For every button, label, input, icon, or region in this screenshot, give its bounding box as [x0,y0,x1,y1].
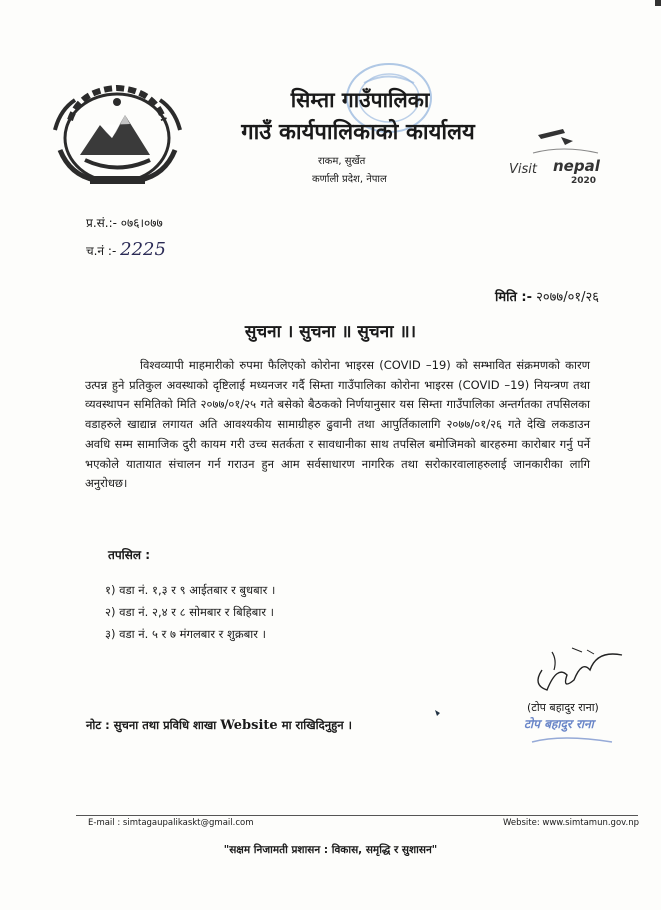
address-line-2: कर्णाली प्रदेश, नेपाल [312,174,387,185]
footer-email: E-mail : simtagaupalikaskt@gmail.com [88,818,254,828]
notice-heading: सुचना । सुचना ॥ सुचना ॥। [244,322,417,342]
stamp-name: टोप बहादुर राना [524,717,594,731]
schedule-heading: तपसिल : [108,548,150,562]
visit-nepal-logo [503,125,628,187]
footer-motto: "सक्षम निजामती प्रशासन : विकास, समृद्धि र सुशासन" [223,844,438,856]
date-label: मिति :- [494,290,533,305]
note-line [86,718,352,733]
visit-text: Visit [509,162,537,177]
list-item: ३) वडा नं. ५ र ७ मंगलबार र शुक्रबार । [105,627,266,641]
note-website-word: Website [220,718,278,733]
footer-divider [76,815,638,816]
office-name: गाउँ कार्यपालिकाको कार्यालय [241,120,475,145]
nepal-text: nepal [553,157,600,175]
signature-stamp-area [512,630,637,760]
dispatch-value: 2225 [120,239,166,260]
note-suffix: मा राखिदिनुहुन । [277,718,352,732]
list-item: १) वडा नं. १,३ र ९ आईतबार र बुधबार । [105,583,276,597]
nepal-emblem-icon [50,80,185,190]
schedule-list [105,579,275,645]
corner-mark [655,0,661,6]
org-name: सिम्ता गाउँपालिका [290,88,430,112]
reference-number: प्र.सं.:- ०७६।०७७ [86,216,163,230]
footer-website: Website: www.simtamun.gov.np [502,818,639,828]
year-text: 2020 [571,176,597,186]
dispatch-label: च.नं :- [86,244,117,258]
date-value: २०७७/०१/२६ [536,290,599,305]
notice-body: विश्वव्यापी माहमारीको रुपमा फैलिएको कोरोना भाइरस (COVID –19) को सम्भावित संक्रमणको कारण उत्पन्न हुने प्रतिकुल अवस्थाको दृष्टिलाई मध्यनजर गर्दै सिम्ता गाउँपालिका कोरोना भाइरस (COVID –19) नियन्त्रण तथा व्यवस्थापन समितिको मिति २०७७/०१/२५ गते बसेको बैठकको निर्णयानुसार यस सिम्ता गाउँपालिका अन्तर्गतका तपसिलका वडाहरुले खाद्यान्न लगायत अति आवश्यकीय सामाग्रीहरु ढुवानी तथा आपुर्तिकालागि २०७७/०१/२६ गते देखि लकडाउन अवधि सम्म सामाजिक दुरी कायम गरी उच्च सतर्कता र सावधानीका साथ तपसिल बमोजिमको बारहरुमा कारोबार गर्नु पर्ने भएकोले यातायात संचालन गर्न गराउन हुन आम सर्वसाधारण नागरिक तथा सरोकारवालाहरुलाई जानकारीका लागि अनुरोधछ। [85,358,590,491]
ink-mark-icon [434,709,442,717]
dispatch-number [86,239,166,260]
note-prefix: नोट : सुचना तथा प्रविधि शाखा [86,718,221,732]
address-line-1: राकम, सुर्खेत [318,156,366,167]
date [495,287,599,305]
list-item: २) वडा नं. २,४ र ८ सोमबार र बिहिबार । [105,605,275,619]
signatory-name: (टोप बहादुर राना) [527,701,599,714]
